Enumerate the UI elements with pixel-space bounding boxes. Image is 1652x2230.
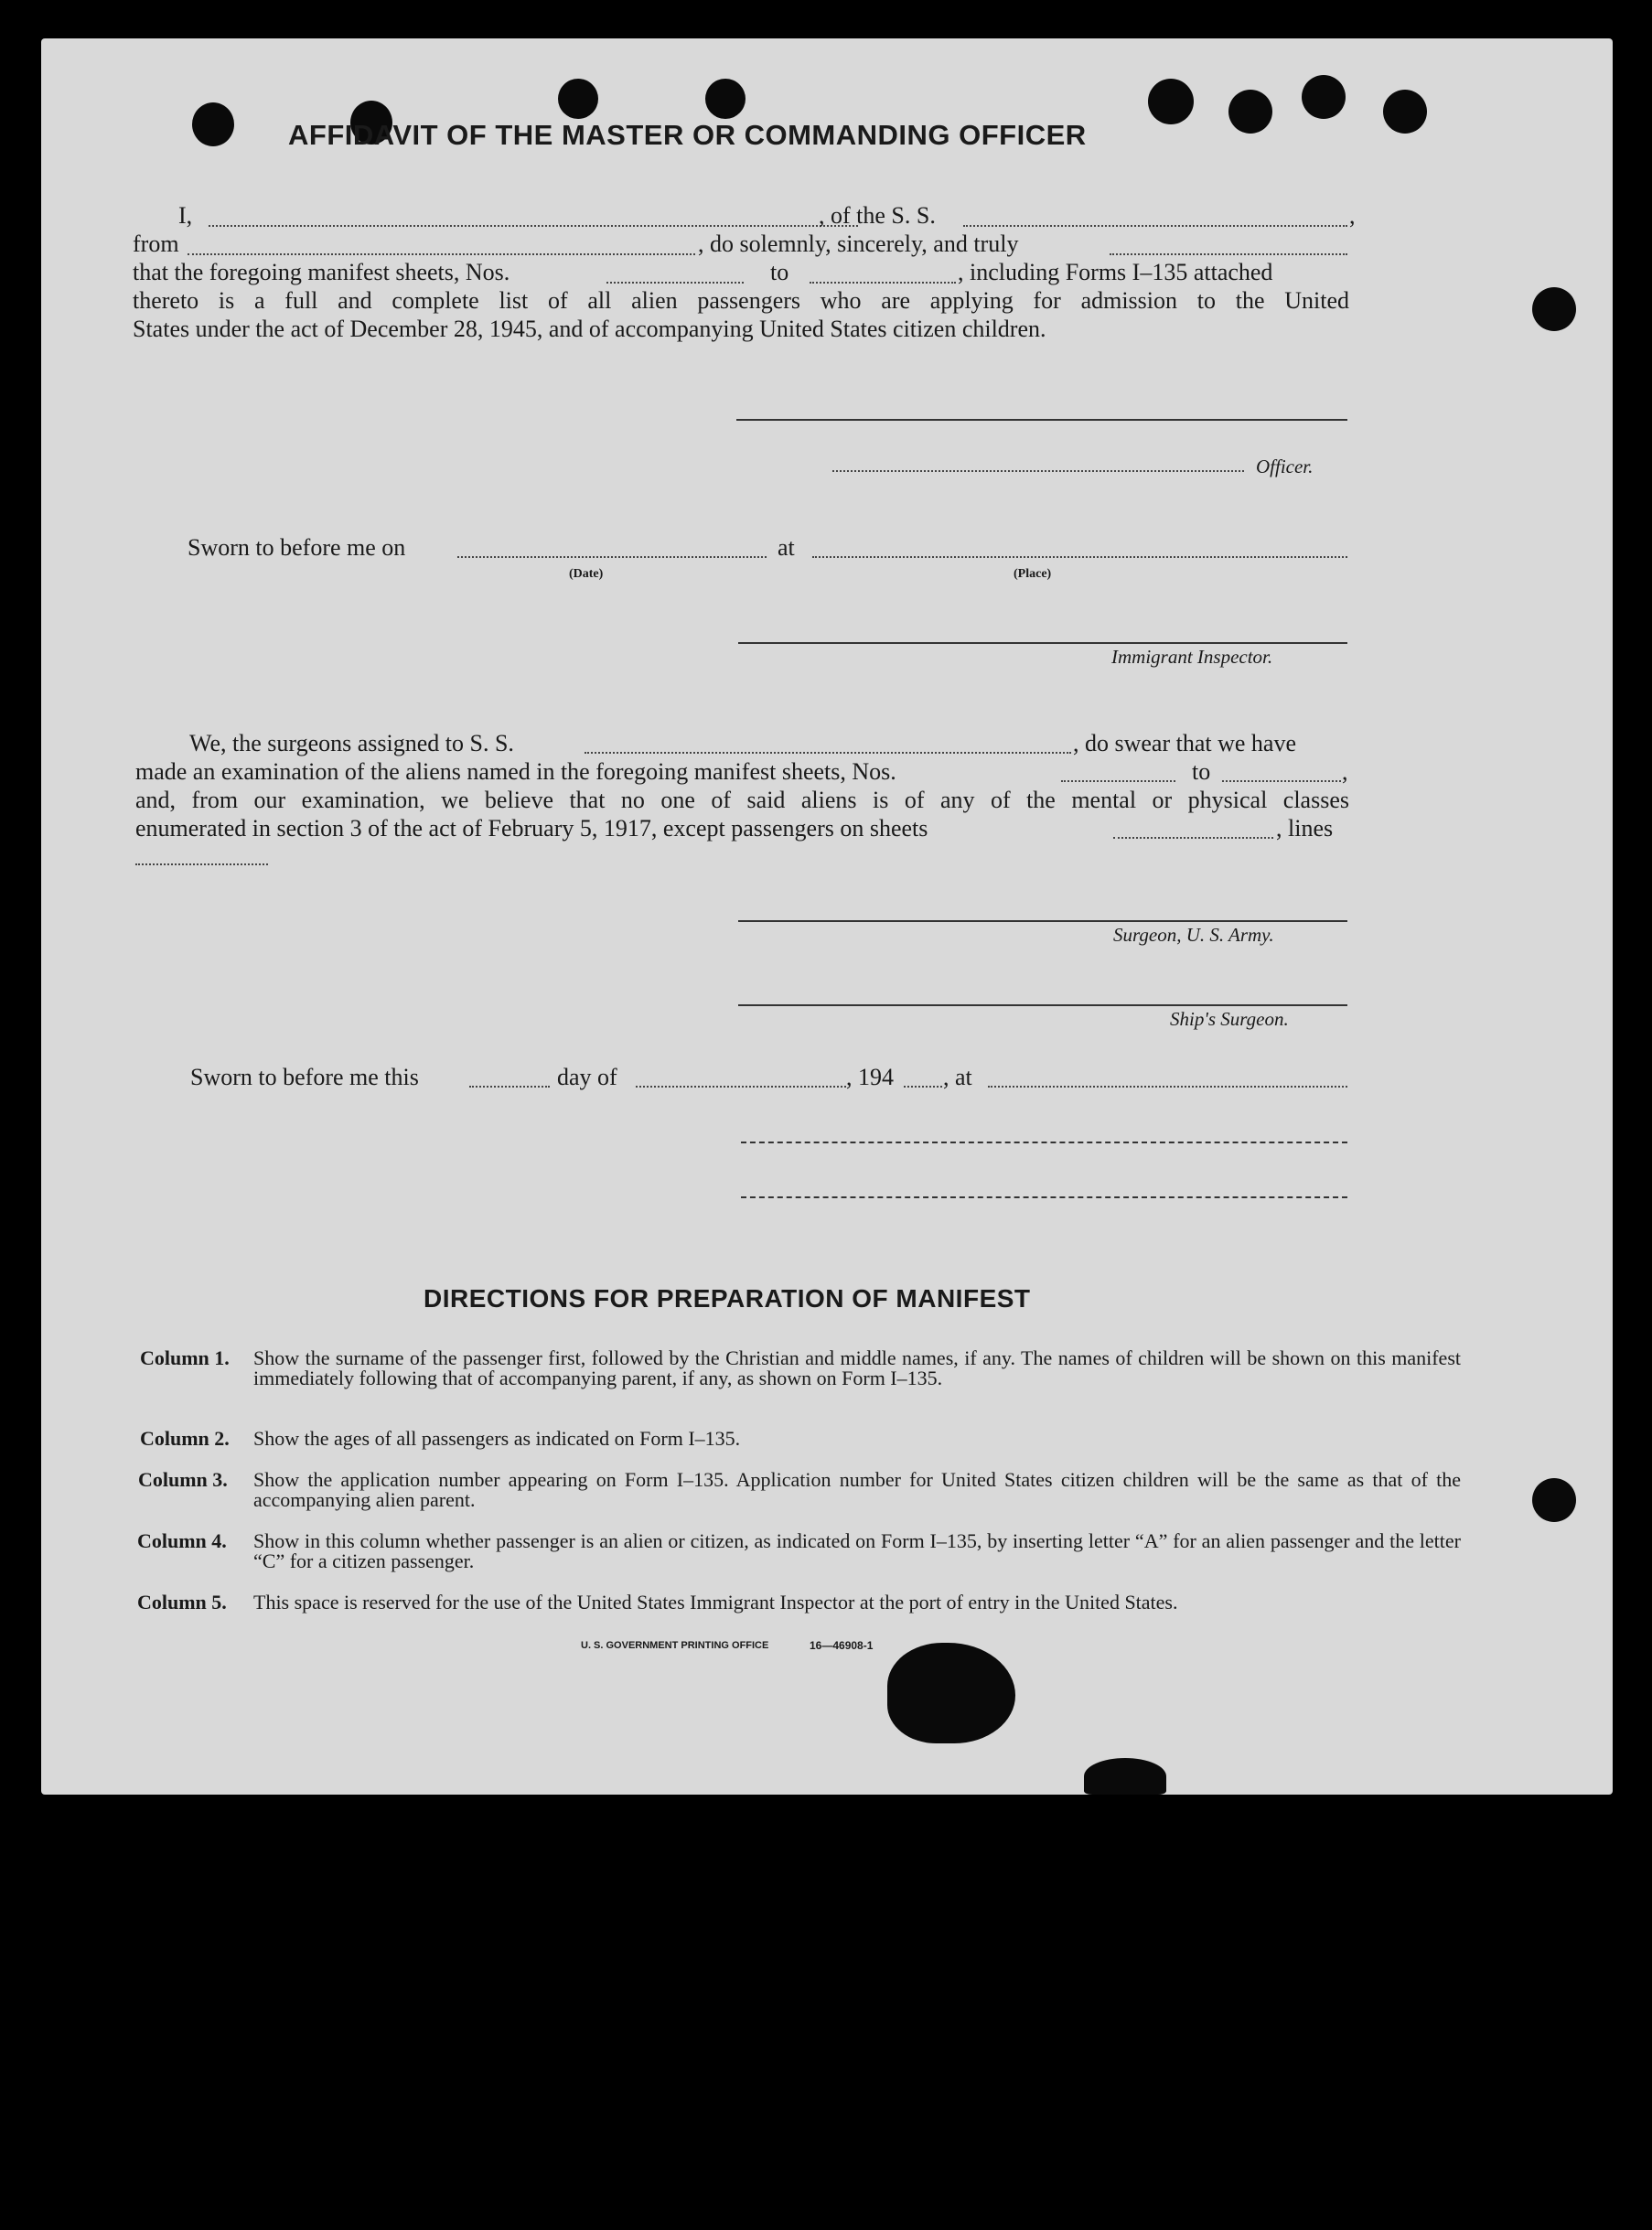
inspector-signature-line[interactable]	[738, 642, 1347, 644]
ship-surgeon-label: Ship's Surgeon.	[1170, 1008, 1289, 1030]
column-label: Column 4.	[137, 1529, 227, 1552]
examination-label: made an examination of the aliens named in the foregoing manifest sheets, Nos.	[135, 758, 896, 785]
punch-hole	[1148, 79, 1194, 124]
surgeon-sheet-from-field[interactable]	[1061, 780, 1175, 782]
punch-hole	[192, 102, 234, 146]
punch-hole	[1302, 75, 1346, 119]
sworn-place-field[interactable]	[988, 1086, 1347, 1088]
day-of-label: day of	[557, 1064, 617, 1090]
punch-hole	[558, 79, 598, 119]
swear-continuation-field[interactable]	[1110, 253, 1347, 255]
punch-hole	[1383, 90, 1427, 134]
exception-lines-field[interactable]	[135, 863, 268, 865]
paragraph-line: and, from our examination, we believe that no one of said aliens is of any of the mental or physical classes	[135, 787, 1349, 813]
manifest-sheets-label: that the foregoing manifest sheets, Nos.	[133, 259, 510, 285]
ship-surgeon-signature-line[interactable]	[738, 1004, 1347, 1006]
to-label: to	[770, 259, 789, 285]
column-direction: Show the ages of all passengers as indicated on Form I–135.	[253, 1427, 741, 1450]
ink-blot	[887, 1643, 1015, 1743]
paragraph-line: thereto is a full and complete list of all alien passengers who are applying for admission to the United	[133, 287, 1349, 314]
sworn-place-field[interactable]	[812, 556, 1347, 558]
surgeons-label: We, the surgeons assigned to S. S.	[189, 730, 514, 756]
printer-imprint: U. S. GOVERNMENT PRINTING OFFICE	[581, 1640, 769, 1651]
i-label: I,	[178, 202, 193, 229]
punch-hole	[1228, 90, 1272, 134]
army-surgeon-label: Surgeon, U. S. Army.	[1113, 924, 1274, 946]
master-name-field[interactable]	[209, 225, 858, 227]
lines-label: , lines	[1276, 815, 1334, 842]
swear-have-label: , do swear that we have	[1073, 730, 1297, 756]
exception-sheets-field[interactable]	[1113, 837, 1273, 839]
surgeon-sheet-to-field[interactable]	[1222, 780, 1341, 782]
ink-blot	[1084, 1758, 1166, 1795]
sworn-date-field[interactable]	[457, 556, 767, 558]
punch-hole	[705, 79, 746, 119]
column-label: Column 5.	[137, 1591, 227, 1614]
column-label: Column 1.	[140, 1346, 230, 1369]
swear-label: , do solemnly, sincerely, and truly	[698, 231, 1019, 257]
sworn-day-field[interactable]	[469, 1086, 550, 1088]
army-surgeon-signature-line[interactable]	[738, 920, 1347, 922]
form-number: 16—46908-1	[810, 1639, 874, 1652]
sheet-to-field[interactable]	[810, 282, 956, 284]
column-direction: Show the application number appearing on Form I–135. Application number for United States citizen children will be the same as that of the accompanying alien parent.	[253, 1468, 1461, 1511]
column-direction: This space is reserved for the use of the United States Immigrant Inspector at the port of entry in the United States.	[253, 1591, 1178, 1614]
comma: ,	[1342, 758, 1348, 785]
year-label: , 194	[846, 1064, 894, 1090]
sheet-from-field[interactable]	[606, 282, 744, 284]
inspector-label: Immigrant Inspector.	[1111, 646, 1273, 668]
at-label: at	[778, 534, 795, 561]
sworn-this-label: Sworn to before me this	[190, 1064, 419, 1090]
ship-name-field[interactable]	[963, 225, 1347, 227]
paragraph-line: States under the act of December 28, 1945, and of accompanying United States citizen children.	[133, 316, 1046, 342]
column-label: Column 3.	[138, 1468, 228, 1491]
sworn-label: Sworn to before me on	[188, 534, 406, 561]
signature-line[interactable]	[741, 1142, 1347, 1143]
place-caption: (Place)	[1014, 567, 1052, 581]
of-ss-label: , of the S. S.	[819, 202, 936, 229]
officer-label: Officer.	[1256, 456, 1314, 477]
sworn-month-field[interactable]	[636, 1086, 846, 1088]
surgeon-ship-field[interactable]	[585, 752, 1071, 754]
column-direction: Show the surname of the passenger first, followed by the Christian and middle names, if any. The names of children will be shown on this manifest immediately following that of accompanying parent, if any, as shown on Form I–135.	[253, 1346, 1461, 1389]
at-label: , at	[943, 1064, 972, 1090]
form-sheet	[41, 38, 1613, 1795]
from-port-field[interactable]	[188, 253, 695, 255]
including-label: , including Forms I–135 attached	[958, 259, 1273, 285]
column-label: Column 2.	[140, 1427, 230, 1450]
directions-title: DIRECTIONS FOR PREPARATION OF MANIFEST	[424, 1284, 1031, 1313]
punch-hole	[1532, 1478, 1576, 1522]
punch-hole	[1532, 287, 1576, 331]
master-signature-line[interactable]	[736, 419, 1347, 421]
from-label: from	[133, 231, 179, 257]
to-label: to	[1192, 758, 1211, 785]
date-caption: (Date)	[569, 567, 604, 581]
sworn-year-field[interactable]	[904, 1086, 942, 1088]
officer-signature-line[interactable]	[832, 470, 1244, 472]
column-direction: Show in this column whether passenger is an alien or citizen, as indicated on Form I–135, by inserting letter “A” for an alien passenger and the letter “C” for a citizen passenger.	[253, 1529, 1461, 1572]
affidavit-title: AFFIDAVIT OF THE MASTER OR COMMANDING OFFICER	[288, 119, 1087, 151]
signature-line[interactable]	[741, 1196, 1347, 1198]
enumerated-label: enumerated in section 3 of the act of February 5, 1917, except passengers on sheets	[135, 815, 928, 842]
comma: ,	[1349, 202, 1356, 229]
